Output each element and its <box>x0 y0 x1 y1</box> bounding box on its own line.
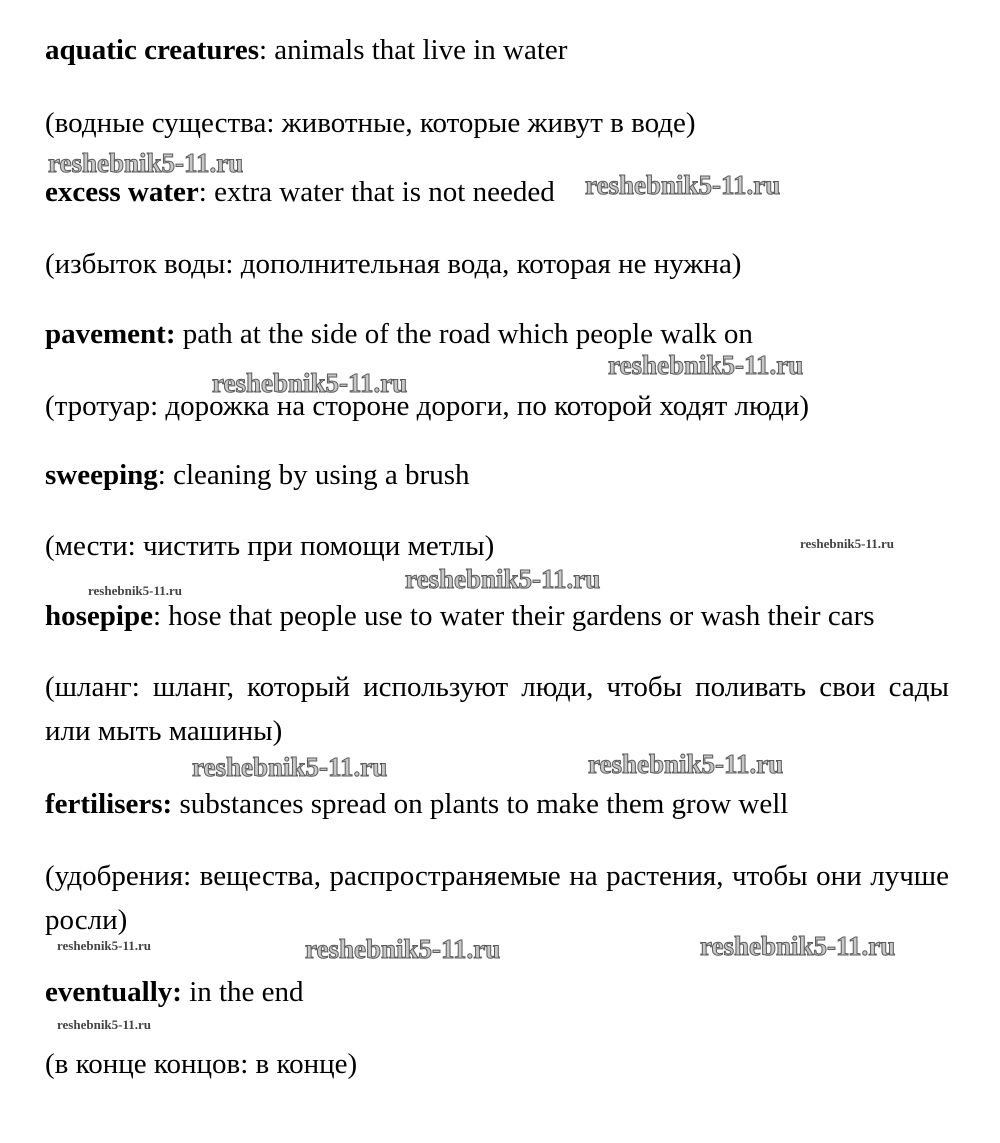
term-separator: : <box>198 176 207 208</box>
entry-term-line <box>45 459 470 492</box>
entry-term-line <box>45 176 555 209</box>
watermark: reshebnik5-11.ru <box>608 350 804 380</box>
term: fertilisers: <box>45 788 173 820</box>
watermark: reshebnik5-11.ru <box>57 1017 152 1032</box>
entry-term-line <box>45 976 304 1009</box>
entry-translation: (тротуар: дорожка на стороне дороги, по которой ходят люди) <box>45 390 810 422</box>
entry-term-line <box>45 318 753 351</box>
term: aquatic creatures <box>45 34 259 66</box>
term-separator: : <box>152 600 162 632</box>
definition: substances spread on plants to make them grow well <box>172 788 789 820</box>
watermark: reshebnik5-11.ru <box>405 564 601 594</box>
term-separator: : <box>157 459 166 491</box>
term: eventually: <box>45 976 182 1008</box>
definition: hose that people use to water their gardens or wash their cars <box>161 600 875 632</box>
entry-translation: (в конце концов: в конце) <box>45 1048 358 1080</box>
watermark: reshebnik5-11.ru <box>212 368 408 398</box>
watermark: reshebnik5-11.ru <box>192 752 388 782</box>
entry-translation: (водные существа: животные, которые живут в воде) <box>45 107 696 139</box>
watermark: reshebnik5-11.ru <box>88 583 183 598</box>
term: pavement: <box>45 318 176 350</box>
entry-term-line <box>45 34 567 67</box>
entry-translation: (избыток воды: дополнительная вода, которая не нужна) <box>45 248 742 280</box>
entry-translation: (удобрения: вещества, распространяемые на растения, чтобы они лучше росли) <box>45 860 949 936</box>
term: sweeping <box>45 459 158 491</box>
definition: extra water that is not needed <box>206 176 555 208</box>
term-separator: : <box>258 34 268 66</box>
definition: cleaning by using a brush <box>165 459 470 491</box>
definition: path at the side of the road which people walk on <box>175 318 753 350</box>
watermark: reshebnik5-11.ru <box>305 934 501 964</box>
watermark: reshebnik5-11.ru <box>588 749 784 779</box>
entry-term-line <box>45 788 788 821</box>
watermark: reshebnik5-11.ru <box>700 931 896 961</box>
entry-translation: (мести: чистить при помощи метлы) <box>45 530 495 562</box>
term: hosepipe <box>45 600 153 632</box>
entry-term-line <box>45 600 875 633</box>
watermark: reshebnik5-11.ru <box>48 148 244 178</box>
definition: in the end <box>181 976 304 1008</box>
watermark: reshebnik5-11.ru <box>800 536 895 551</box>
watermark: reshebnik5-11.ru <box>585 170 781 200</box>
entry-translation: (шланг: шланг, который используют люди, чтобы поливать свои сады или мыть машины) <box>45 671 949 747</box>
term: excess water <box>45 176 199 208</box>
definition: animals that live in water <box>267 34 568 66</box>
watermark: reshebnik5-11.ru <box>57 938 152 953</box>
